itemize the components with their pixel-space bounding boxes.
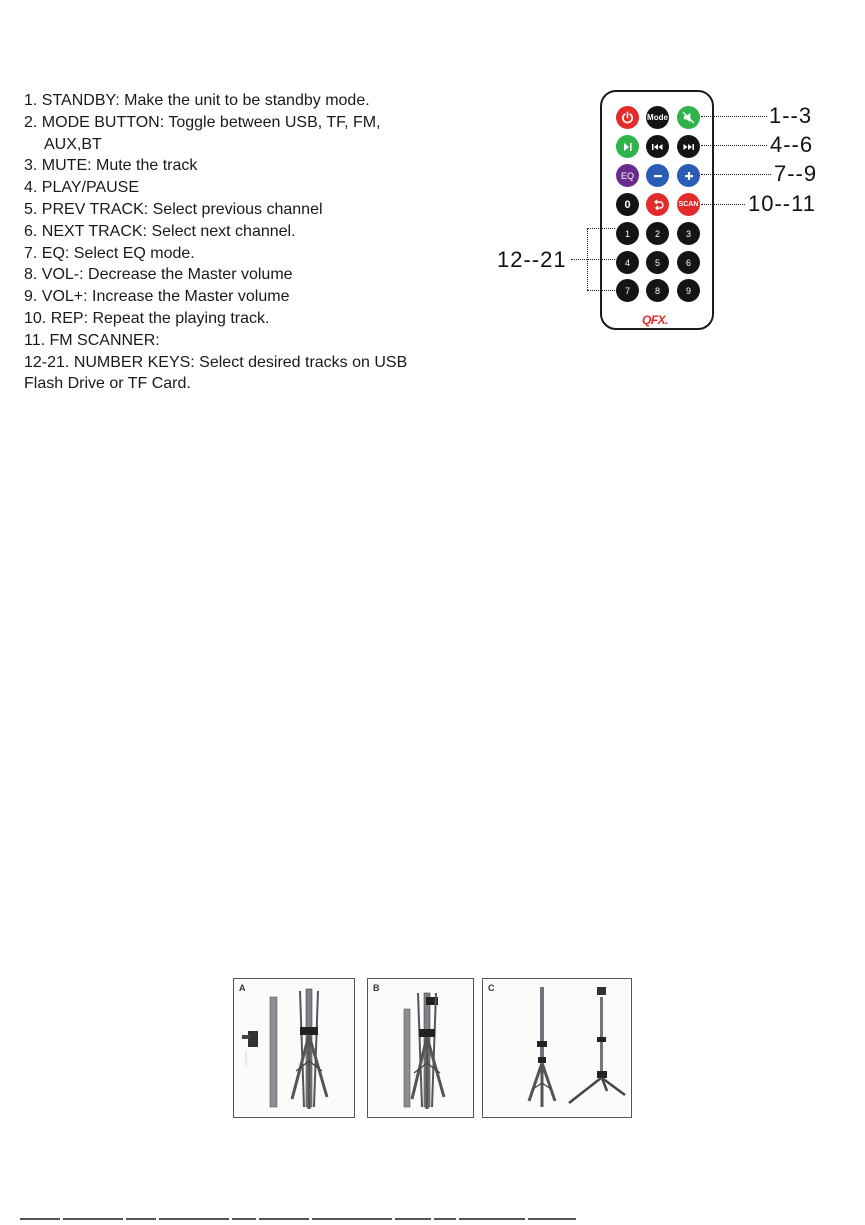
instruction-number-keys: 12-21. NUMBER KEYS: Select desired tracks on USB [24,353,408,371]
callout-bracket-bottom [587,290,615,291]
power-button[interactable] [616,106,639,129]
instruction-mute: 3. MUTE: Mute the track [24,157,198,175]
zero-button[interactable]: 0 [616,193,639,216]
instruction-repeat: 10. REP: Repeat the playing track. [24,309,270,327]
repeat-icon [652,198,664,212]
prev-track-button[interactable] [646,135,669,158]
number-8-button[interactable]: 8 [646,279,669,302]
instruction-list [24,90,474,395]
instruction-mode: 2. MODE BUTTON: Toggle between USB, TF, FM, [24,113,381,131]
stand-assembly-illustration [368,979,473,1117]
stand-photo-c [482,978,632,1118]
callout-line-4-6 [701,145,767,146]
number-7-button[interactable]: 7 [616,279,639,302]
play-pause-button[interactable] [616,135,639,158]
callout-line-1-3 [701,116,767,117]
callout-10-11: 10--11 [748,191,816,216]
stand-parts-illustration [234,979,354,1117]
scan-button[interactable]: SCAN [677,193,700,216]
number-3-button[interactable]: 3 [677,222,700,245]
callout-line-10-11 [701,204,745,205]
number-2-button[interactable]: 2 [646,222,669,245]
plus-icon [683,170,695,182]
instruction-vol-down: 8. VOL-: Decrease the Master volume [24,266,293,284]
instruction-fm-scanner: 11. FM SCANNER: [24,331,160,349]
instruction-play-pause: 4. PLAY/PAUSE [24,179,140,197]
mode-button[interactable]: Mode [646,106,669,129]
callout-bracket-top [587,228,615,229]
panel-label-b: B [373,983,380,993]
callout-1-3: 1--3 [769,103,813,128]
eq-button[interactable]: EQ [616,164,639,187]
panel-label-c: C [488,983,495,993]
instruction-eq: 7. EQ: Select EQ mode. [24,244,195,262]
callout-12-21: 12--21 [497,247,567,272]
power-icon [621,111,634,124]
volume-up-button[interactable] [677,164,700,187]
minus-icon [652,170,664,182]
next-track-icon [682,142,695,152]
stand-photo-b [367,978,474,1118]
callout-line-7-9 [701,174,771,175]
mute-button[interactable] [677,106,700,129]
play-pause-icon [622,141,634,153]
next-track-button[interactable] [677,135,700,158]
mute-icon [682,111,695,124]
instruction-prev-track: 5. PREV TRACK: Select previous channel [24,200,323,218]
callout-bracket-mid [571,259,615,260]
assembled-stand-illustration [483,979,631,1117]
stand-photo-a [233,978,355,1118]
callout-7-9: 7--9 [774,161,818,186]
number-1-button[interactable]: 1 [616,222,639,245]
instruction-mode-cont: AUX,BT [44,135,102,153]
prev-track-icon [651,142,664,152]
number-5-button[interactable]: 5 [646,251,669,274]
brand-logo: QFX. [642,313,669,327]
number-9-button[interactable]: 9 [677,279,700,302]
bottom-footer-strip [0,1218,865,1225]
instruction-standby: 1. STANDBY: Make the unit to be standby mode. [24,92,370,109]
panel-label-a: A [239,983,246,993]
number-4-button[interactable]: 4 [616,251,639,274]
volume-down-button[interactable] [646,164,669,187]
instruction-next-track: 6. NEXT TRACK: Select next channel. [24,222,296,240]
instruction-vol-up: 9. VOL+: Increase the Master volume [24,288,290,306]
remote-control [600,90,714,330]
instruction-number-keys-cont: Flash Drive or TF Card. [24,375,191,393]
callout-4-6: 4--6 [770,132,814,157]
repeat-button[interactable] [646,193,669,216]
number-6-button[interactable]: 6 [677,251,700,274]
